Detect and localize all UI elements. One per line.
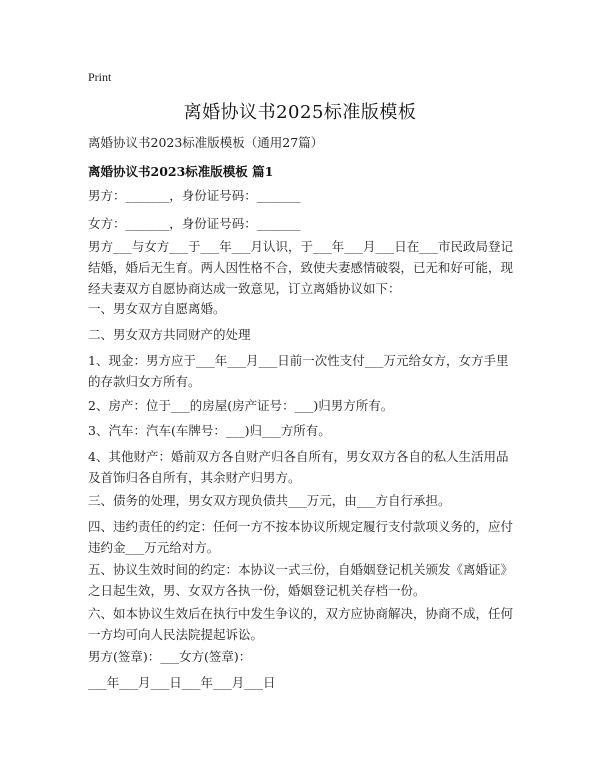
paragraph-house: 2、房产：位于___的房屋(房产证号：___)归男方所有。 [88,398,394,413]
paragraph-clause-1: 一、男女双方自愿离婚。 [88,301,226,316]
paragraph-dispute: 六、如本协议生效后在执行中发生争议的，双方应协商解决，协商不成，任何一方均可向人民法院提起诉讼。 [88,606,514,642]
paragraph-cash: 1、现金：男方应于___年___月___日前一次性支付___万元给女方，女方手里的存款归女方所有。 [88,353,509,389]
paragraph-other-property: 4、其他财产：婚前双方各自财产归各自所有，男女双方各自的私人生活用品及首饰归各自所有，其余财产归男方。 [88,449,509,485]
paragraph-intro: 男方___与女方___于___年___月认识，于___年___月___日在___市民政局登记结婚，婚后无生育。两人因性格不合，致使夫妻感情破裂，已无和好可能，现经夫妻双方自愿协商达成一致意见，订立离婚协议如下： [88,239,514,296]
paragraph-breach: 四、违约责任的约定：任何一方不按本协议所规定履行支付款项义务的，应付违约金___万元给对方。 [88,519,514,555]
page-title: 离婚协议书2025标准版模板 [183,102,417,123]
paragraph-male-info: 男方：_______，身份证号码：_______ [88,188,301,203]
paragraph-effective: 五、协议生效时间的约定：本协议一式三份，自婚姻登记机关颁发《离婚证》之日起生效，男、女双方各执一份，婚姻登记机关存档一份。 [88,562,514,598]
paragraph-car: 3、汽车：汽车(车牌号：___)归___方所有。 [88,423,331,438]
paragraph-signature: 男方(签章)：___女方(签章)： [88,649,252,664]
paragraph-clause-2: 二、男女双方共同财产的处理 [88,327,251,342]
paragraph-debt: 三、债务的处理，男女双方现负债共___万元，由___方自行承担。 [88,493,451,508]
paragraph-date: ___年___月___日___年___月___日 [88,675,276,690]
document-subtitle: 离婚协议书2023标准版模板（通用27篇） [88,135,324,150]
paragraph-female-info: 女方：_______，身份证号码：_______ [88,216,301,231]
section-title: 离婚协议书2023标准版模板 篇1 [88,164,274,179]
print-label[interactable]: Print [88,70,112,84]
